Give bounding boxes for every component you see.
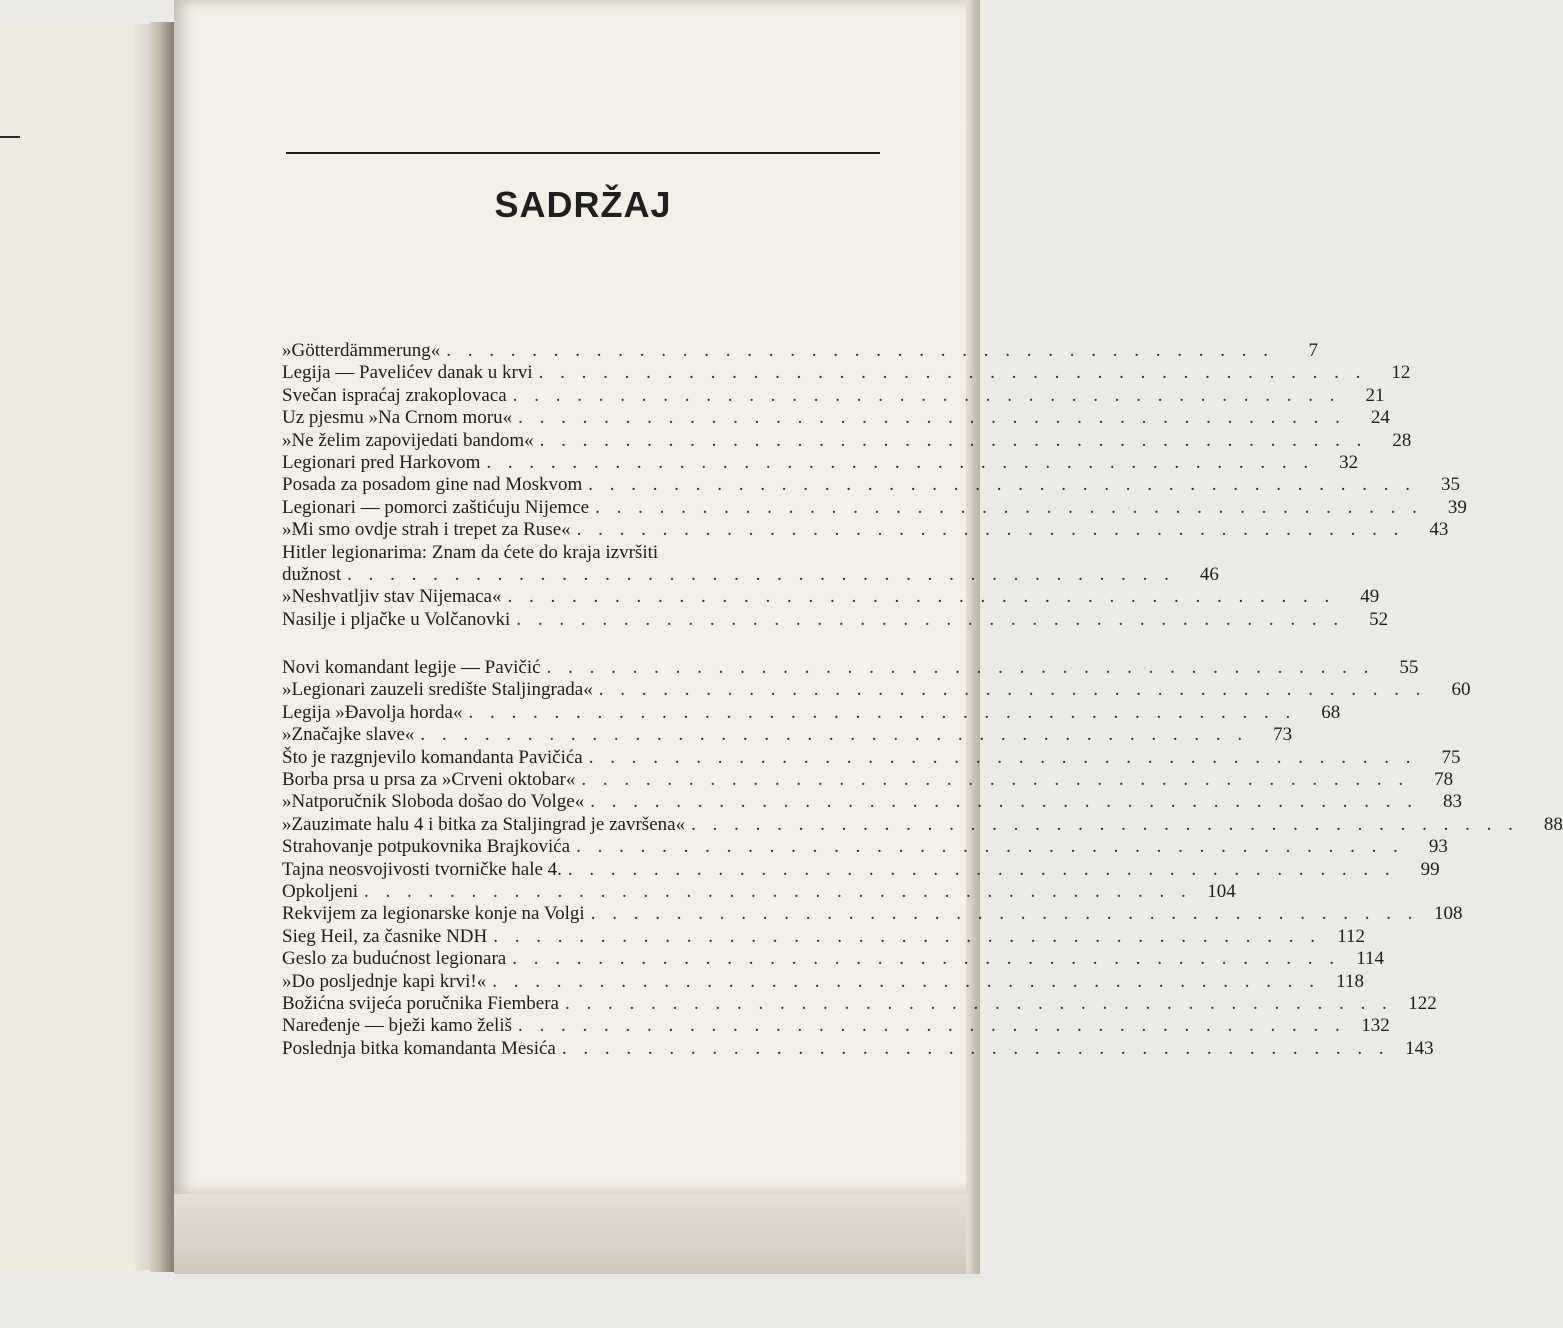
toc-page-number: 12 [1391, 362, 1411, 384]
toc-entry [282, 880, 1236, 903]
dot-leader: . . . . . . . . . . . . . . . . . . . . . . . . . . . . . . . . . . . . . . . [364, 880, 1192, 902]
toc-page-number: 28 [1392, 429, 1412, 451]
heading-rule [286, 152, 880, 154]
dot-leader: . . . . . . . . . . . . . . . . . . . . . . . . . . . . . . . . . . . . . . . [595, 496, 1423, 518]
toc-page-number: 122 [1408, 992, 1437, 1014]
toc-entry-title: Novi komandant legije — Pavičić [282, 657, 541, 679]
dot-leader: . . . . . . . . . . . . . . . . . . . . . . . . . . . . . . . . . . . . . . . [564, 992, 1393, 1014]
toc-page-number: 83 [1442, 791, 1462, 813]
toc-entry-title: Strahovanje potpukovnika Brajkovića [282, 836, 571, 858]
toc-entry [282, 948, 1384, 970]
toc-entry [282, 992, 1437, 1015]
dot-leader: . . . . . . . . . . . . . . . . . . . . . . . . . . . . . . . . . . . . . . . [691, 813, 1519, 835]
left-page-rule [0, 136, 20, 138]
dot-leader: . . . . . . . . . . . . . . . . . . . . . . . . . . . . . . . . . . . . . . . [512, 384, 1341, 406]
toc-entry-title: Legija — Pavelićev danak u krvi [282, 362, 533, 384]
toc-page-number: 52 [1369, 608, 1389, 630]
dot-leader: . . . . . . . . . . . . . . . . . . . . . . . . . . . . . . . . . . . . . . . [561, 1037, 1390, 1059]
toc-page-number: 46 [1199, 563, 1219, 585]
dot-leader: . . . . . . . . . . . . . . . . . . . . . . . . . . . . . . . . . . . . . . . [581, 769, 1410, 791]
toc-page-number: 112 [1337, 925, 1365, 947]
toc-page-number: 55 [1399, 657, 1419, 679]
dot-leader: . . . . . . . . . . . . . . . . . . . . . . . . . . . . . . . . . . . . . . . [576, 519, 1405, 541]
toc-entry [282, 791, 1462, 813]
toc-page-number: 49 [1360, 586, 1380, 608]
dot-leader: . . . . . . . . . . . . . . . . . . . . . . . . . . . . . . . . . . . . . . . [588, 746, 1417, 768]
dot-leader: . . . . . . . . . . . . . . . . . . . . . . . . . . . . . . . . . . . . . . . [590, 903, 1419, 925]
toc-entry-title: Što je razgnjevilo komandanta Pavičića [282, 746, 583, 768]
toc-entry [282, 407, 1390, 429]
toc-entry [282, 339, 1319, 362]
toc-entry [282, 724, 1293, 746]
toc-entry [282, 925, 1365, 948]
toc-entry [282, 541, 1219, 587]
toc-entry [282, 429, 1412, 452]
toc-entry-title: Svečan ispraćaj zrakoplovaca [282, 384, 507, 406]
right-page-bottom-edge [174, 1194, 974, 1274]
toc-entry-title: »Mi smo ovdje strah i trepet za Ruse« [282, 519, 571, 541]
dot-leader: . . . . . . . . . . . . . . . . . . . . . . . . . . . . . . . . . . . . . . . [518, 1015, 1346, 1037]
book-spine [150, 22, 176, 1272]
toc-entry [282, 451, 1359, 474]
toc-page-number: 39 [1447, 496, 1467, 518]
toc-entry-title: Opkoljeni [282, 880, 358, 902]
dot-leader: . . . . . . . . . . . . . . . . . . . . . . . . . . . . . . . . . . . . . . . [493, 925, 1321, 947]
toc-page-number: 21 [1365, 384, 1385, 406]
toc-entry-title: Legionari pred Harkovom [282, 451, 481, 473]
dot-leader: . . . . . . . . . . . . . . . . . . . . . . . . . . . . . . . . . . . . . . . [590, 791, 1418, 813]
toc-entry [282, 701, 1341, 724]
toc-page-number: 60 [1451, 679, 1471, 701]
toc-entry-title: »Ne želim zapovijedati bandom« [282, 429, 534, 451]
toc-entry-title: Tajna neosvojivosti tvorničke hale 4. [282, 858, 562, 880]
toc-page-number: 99 [1420, 858, 1440, 880]
toc-page-number: 118 [1336, 970, 1364, 992]
toc-entry-title: Posada za posadom gine nad Moskvom [282, 474, 583, 496]
toc-page-number: 78 [1434, 769, 1454, 791]
toc-entry-title: »Zauzimate halu 4 i bitka za Staljingrad je završena« [282, 813, 686, 835]
toc-entry-title: Sieg Heil, za časnike NDH [282, 925, 488, 947]
toc-page-number: 75 [1441, 746, 1461, 768]
toc-page-number: 35 [1441, 474, 1461, 496]
dot-leader: . . . . . . . . . . . . . . . . . . . . . . . . . . . . . . . . . . . . . . . [539, 429, 1368, 451]
toc-entry [282, 1037, 1434, 1060]
toc-page-number: 24 [1370, 407, 1390, 429]
dot-leader: . . . . . . . . . . . . . . . . . . . . . . . . . . . . . . . . . . . . . . . [567, 858, 1396, 880]
toc-entry-title: »Götterdämmerung« [282, 339, 441, 361]
dot-leader: . . . . . . . . . . . . . . . . . . . . . . . . . . . . . . . . . . . . . . . [518, 407, 1346, 429]
toc-page-number: 68 [1321, 701, 1341, 723]
dot-leader: . . . . . . . . . . . . . . . . . . . . . . . . . . . . . . . . . . . . . . . [486, 451, 1315, 473]
toc-entry-title: »Do posljednje kapi krvi!« [282, 970, 487, 992]
toc-entry-title: Božićna svijeća poručnika Fiembera [282, 992, 559, 1014]
toc-entry [282, 1015, 1390, 1037]
toc-page-number: 114 [1356, 948, 1384, 970]
toc-entry-title: Nasilje i pljačke u Volčanovki [282, 608, 511, 630]
dot-leader: . . . . . . . . . . . . . . . . . . . . . . . . . . . . . . . . . . . . . . . [576, 836, 1404, 858]
toc-page-number: 93 [1428, 836, 1448, 858]
toc-entry-title-continued: dužnost [282, 563, 342, 585]
toc-page-number: 32 [1339, 451, 1359, 473]
toc-entry-title: »Neshvatljiv stav Nijemaca« [282, 586, 502, 608]
toc-entry-title: »Natporučnik Sloboda došao do Volge« [282, 791, 585, 813]
dot-leader: . . . . . . . . . . . . . . . . . . . . . . . . . . . . . . . . . . . . . . . [512, 948, 1340, 970]
toc-entry-title: Geslo za budućnost legionara [282, 948, 507, 970]
toc-entry-title: Naređenje — bježi kamo želiš [282, 1015, 513, 1037]
dot-leader: . . . . . . . . . . . . . . . . . . . . . . . . . . . . . . . . . . . . . . . [598, 679, 1427, 701]
toc-page-number: 132 [1361, 1015, 1390, 1037]
dot-leader: . . . . . . . . . . . . . . . . . . . . . . . . . . . . . . . . . . . . . . . [516, 608, 1345, 630]
toc-entry [282, 608, 1389, 631]
toc-page-number: 43 [1429, 519, 1449, 541]
toc-entry [282, 586, 1380, 608]
dot-leader: . . . . . . . . . . . . . . . . . . . . . . . . . . . . . . . . . . . . . . . [420, 724, 1249, 746]
toc-entry [282, 496, 1467, 519]
toc-entry-title: Borba prsa u prsa za »Crveni oktobar« [282, 769, 576, 791]
toc-group [282, 339, 1467, 631]
toc-page-number: 104 [1207, 880, 1236, 902]
toc-entry-title: Hitler legionarima: Znam da ćete do kraja izvršiti [282, 541, 659, 563]
toc-entry [282, 813, 1563, 836]
toc-page-number: 143 [1405, 1037, 1434, 1059]
toc-entry [282, 679, 1471, 701]
dot-leader: . . . . . . . . . . . . . . . . . . . . . . . . . . . . . . . . . . . . . . . [492, 970, 1320, 992]
table-of-contents [282, 339, 1563, 1060]
toc-entry [282, 858, 1440, 881]
toc-entry [282, 836, 1448, 858]
toc-entry-title: Legionari — pomorci zaštićuju Nijemce [282, 496, 590, 518]
dot-leader: . . . . . . . . . . . . . . . . . . . . . . . . . . . . . . . . . . . . . . . [538, 362, 1367, 384]
toc-entry-title: Rekvijem za legionarske konje na Volgi [282, 903, 585, 925]
toc-entry [282, 746, 1461, 769]
toc-page-number: 73 [1273, 724, 1293, 746]
toc-entry [282, 362, 1411, 384]
toc-entry [282, 970, 1364, 993]
page-right-edge [966, 0, 980, 1274]
dot-leader: . . . . . . . . . . . . . . . . . . . . . . . . . . . . . . . . . . . . . . . [468, 701, 1297, 723]
toc-page-number: 108 [1433, 903, 1463, 925]
toc-entry [282, 474, 1461, 496]
dot-leader: . . . . . . . . . . . . . . . . . . . . . . . . . . . . . . . . . . . . . . . [347, 563, 1175, 585]
toc-entry-title: »Značajke slave« [282, 724, 415, 746]
toc-entry [282, 903, 1463, 925]
toc-entry [282, 769, 1454, 791]
toc-group [282, 657, 1563, 1060]
page-title: SADRŽAJ [494, 184, 672, 225]
toc-entry-title: Poslednja bitka komandanta Mesića [282, 1037, 556, 1059]
dot-leader: . . . . . . . . . . . . . . . . . . . . . . . . . . . . . . . . . . . . . . . [546, 657, 1375, 679]
dot-leader: . . . . . . . . . . . . . . . . . . . . . . . . . . . . . . . . . . . . . . . [588, 474, 1417, 496]
toc-entry [282, 519, 1449, 541]
toc-entry-continuation [282, 563, 1219, 586]
toc-entry [282, 384, 1385, 407]
dot-leader: . . . . . . . . . . . . . . . . . . . . . . . . . . . . . . . . . . . . . . . [446, 339, 1275, 361]
toc-entry-title: Legija »Đavolja horda« [282, 701, 463, 723]
dot-leader: . . . . . . . . . . . . . . . . . . . . . . . . . . . . . . . . . . . . . . . [507, 586, 1336, 608]
toc-page-number: 7 [1308, 339, 1319, 361]
toc-entry [282, 657, 1419, 679]
toc-entry-title: Uz pjesmu »Na Crnom moru« [282, 407, 513, 429]
toc-page-number: 88 [1543, 813, 1563, 835]
toc-entry-title: »Legionari zauzeli središte Staljingrada« [282, 679, 593, 701]
